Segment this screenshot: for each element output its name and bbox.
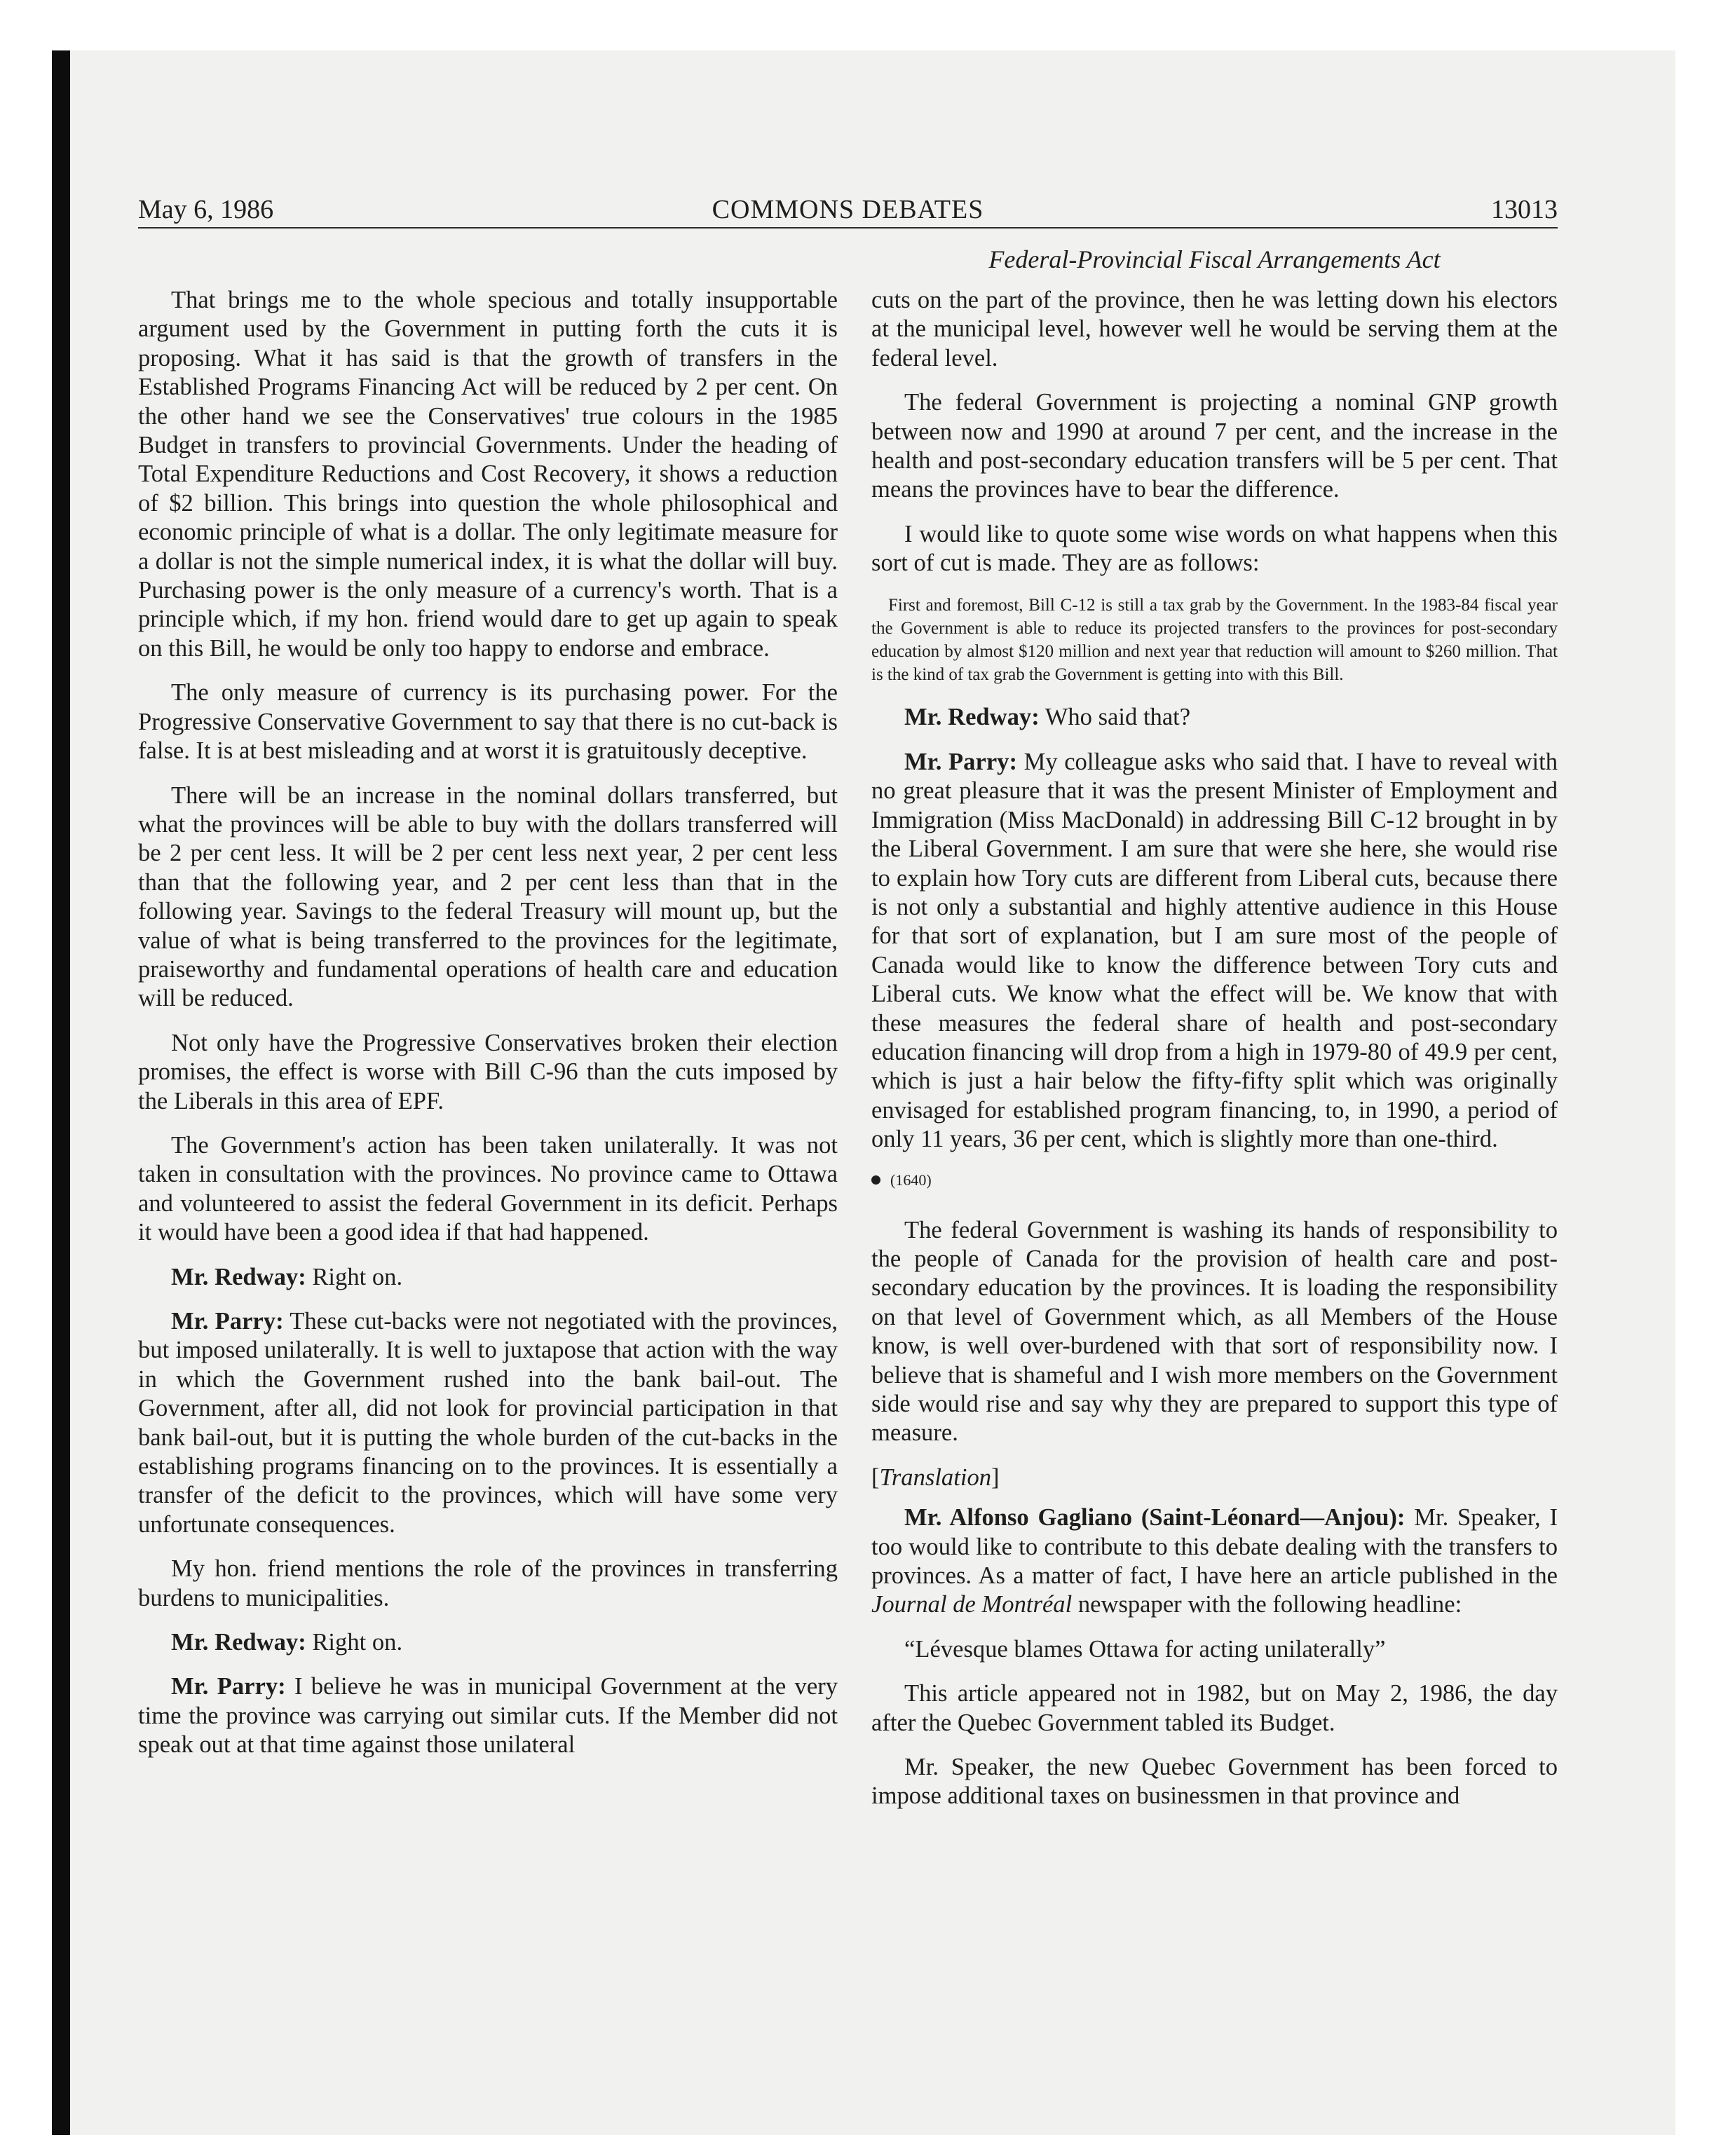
speech-text: These cut-backs were not negotiated with the provinces, but imposed unilaterally. It is well to juxtapose that action with the way in which the Government rushed into the bank bail-out. The Government, after all, did not look for provincial participation in that bank bail-out, but it is putting the whole burden of the cut-backs in the establishing programs financing on to the provinces. It is essentially a transfer of the deficit to the provinces, which will have some very unfortunate consequences. (138, 1308, 838, 1538)
header-page-number: 13013 (1491, 195, 1558, 224)
speaker-name: Mr. Redway: (171, 1263, 306, 1290)
paragraph: The Government's action has been taken unilaterally. It was not taken in consultation with the provinces. No province came to Ottawa and volunteered to assist the federal Government in its deficit. Perhaps it would have been a good idea if that had happened. (138, 1131, 838, 1246)
paragraph-continued: cuts on the part of the province, then he was letting down his electors at the municipal level, however well he would be serving them at the federal level. (871, 287, 1558, 371)
speaker-name: Mr. Redway: (904, 704, 1040, 731)
speech-text: Right on. (306, 1263, 403, 1290)
speaker-name: Mr. Redway: (171, 1629, 306, 1656)
quoted-headline: “Lévesque blames Ottawa for acting unilaterally” (904, 1635, 1386, 1663)
quote-text: First and foremost, Bill C-12 is still a tax grab by the Government. In the 1983-84 fiscal year the Government is able to reduce its projected transfers to the provinces for post-secondary education by almost $120 million and next year that reduction will amount to $260 million. That is the kind of tax grab the Government is getting into with this Bill. (871, 595, 1558, 685)
left-column (138, 286, 838, 1775)
speaker-name: Mr. Alfonso Gagliano (Saint-Léonard—Anjou): (904, 1504, 1406, 1531)
paragraph: The federal Government is washing its hands of responsibility to the people of Canada for the provision of health care and post-secondary education by the provinces. It is loading the responsibility on that level of Government which, as all Members of the House know, is well over-burdened with that sort of responsibility now. I believe that is shameful and I wish more members on the Government side would rise and say why they are prepared to support this type of measure. (871, 1216, 1558, 1447)
speech-text: My colleague asks who said that. I have to reveal with no great pleasure that it was the present Minister of Employment and Immigration (Miss MacDonald) in addressing Bill C-12 brought in by the Liberal Government. I am sure that were she here, she would rise to explain how Tory cuts are different from Liberal cuts, because there is not only a substantial and highly attentive audience in this House for that sort of explanation, but I am sure most of the people of Canada would like to know the difference between Tory cuts and Liberal cuts. We know what the effect will be. We know that with these measures the federal share of health and post-secondary education financing will drop from a high in 1979-80 of 49.9 per cent, which is just a hair below the fifty-fifty split which was originally envisaged for established program financing, to, in 1990, a period of only 11 years, 36 per cent, which is slightly more than one-third. (871, 748, 1558, 1153)
time-marker (871, 1170, 1558, 1191)
paragraph: I would like to quote some wise words on what happens when this sort of cut is made. They are as follows: (871, 520, 1558, 577)
speech-text: Mr. Speaker, I too would like to contribute to this debate dealing with the transfers to provinces. As a matter of fact, I have here an article published in the (871, 1504, 1558, 1590)
paragraph: My hon. friend mentions the role of the provinces in transferring burdens to municipalities. (138, 1555, 838, 1611)
speech (871, 703, 1558, 732)
speech (138, 1628, 838, 1657)
header-publication: COMMONS DEBATES (712, 195, 984, 224)
bullet-icon (871, 1175, 880, 1185)
paragraph: The only measure of currency is its purchasing power. For the Progressive Conservative Government to say that there is no cut-back is false. It is at best misleading and at worst it is gratuitously deceptive. (138, 679, 838, 765)
block-quote (871, 594, 1558, 687)
translation-note-text: Translation (879, 1464, 992, 1491)
page-header (138, 193, 1558, 226)
speech-text: I believe he was in municipal Government at the very time the province was carrying out similar cuts. If the Member did not speak out at that time against those unilateral (138, 1673, 838, 1759)
header-rule (138, 227, 1558, 228)
paragraph: The federal Government is projecting a nominal GNP growth between now and 1990 at around 7 per cent, and the increase in the health and post-secondary education transfers will be 5 per cent. That means the provinces have to bear the difference. (871, 389, 1558, 503)
translation-note: [Translation] (871, 1464, 1000, 1491)
speech (871, 1503, 1558, 1620)
speaker-name: Mr. Parry: (171, 1308, 284, 1335)
speech-text: newspaper with the following headline: (1072, 1591, 1462, 1618)
paragraph: This article appeared not in 1982, but on May 2, 1986, the day after the Quebec Government tabled its Budget. (871, 1680, 1558, 1736)
speech (138, 1307, 838, 1539)
binding-edge (52, 50, 70, 2135)
paragraph: There will be an increase in the nominal dollars transferred, but what the provinces will be able to buy with the dollars transferred will be 2 per cent less. It will be 2 per cent less next year, 2 per cent less than that the following year, and 2 per cent less than that in the following year. Savings to the federal Treasury will mount up, but the value of what is being transferred to the provinces for the legitimate, praiseworthy and fundamental operations of health care and education will be reduced. (138, 782, 838, 1012)
paragraph: That brings me to the whole specious and totally insupportable argument used by the Government in putting forth the cuts it is proposing. What it has said is that the growth of transfers in the Established Programs Financing Act will be reduced by 2 per cent. On the other hand we see the Conservatives' true colours in the 1985 Budget in transfers to provincial Governments. Under the heading of Total Expenditure Reductions and Cost Recovery, it shows a reduction of $2 billion. This brings into question the whole philosophical and economic principle of what is a dollar. The only legitimate measure for a dollar is not the simple numerical index, it is what the dollar will buy. Purchasing power is the only measure of a currency's worth. That is a principle which, if my hon. friend would dare to get up again to speak on this Bill, he would be only too happy to endorse and embrace. (138, 287, 838, 662)
paragraph: Not only have the Progressive Conservatives broken their election promises, the effect is worse with Bill C-96 than the cuts imposed by the Liberals in this area of EPF. (138, 1029, 838, 1114)
running-title: Federal-Provincial Fiscal Arrangements Act (988, 245, 1441, 273)
right-column (871, 286, 1558, 1827)
speaker-name: Mr. Parry: (171, 1673, 286, 1700)
header-date: May 6, 1986 (138, 195, 274, 224)
speech (871, 748, 1558, 1154)
speaker-name: Mr. Parry: (904, 748, 1017, 775)
paragraph: Mr. Speaker, the new Quebec Government has been forced to impose additional taxes on businessmen in that province and (871, 1754, 1558, 1810)
newspaper-title: Journal de Montréal (871, 1591, 1073, 1618)
speech-text: Who said that? (1039, 704, 1191, 731)
speech (138, 1263, 838, 1292)
time-marker-text: (1640) (890, 1171, 932, 1189)
speech (138, 1672, 838, 1759)
speech-text: Right on. (306, 1629, 403, 1656)
